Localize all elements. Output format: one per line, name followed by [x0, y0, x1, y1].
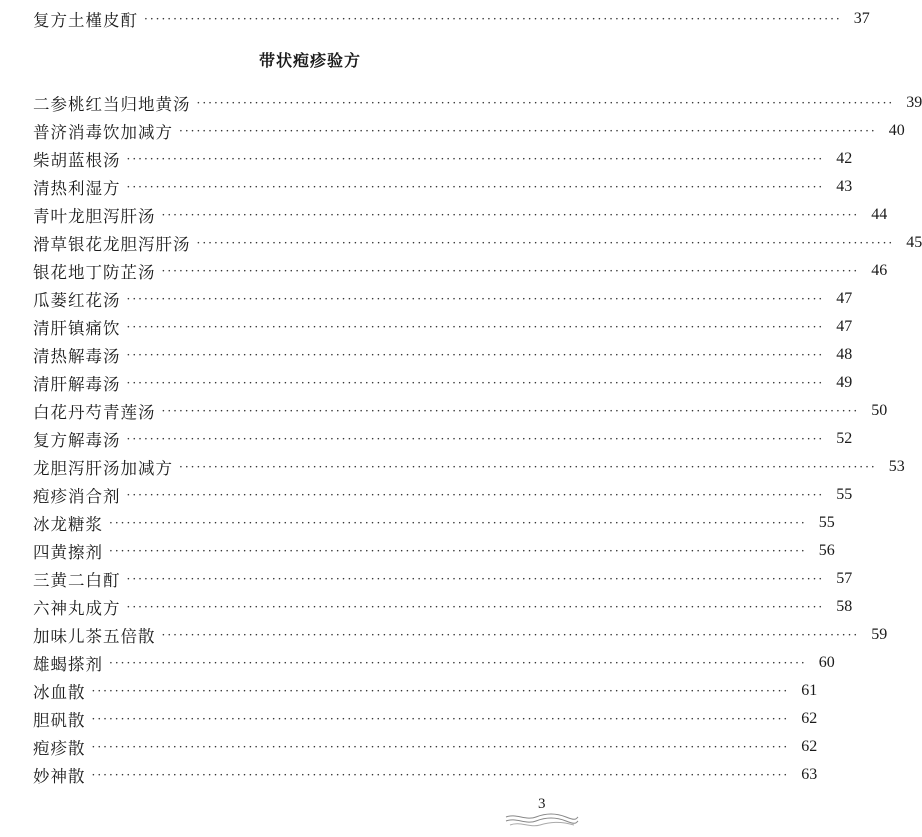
toc-entry[interactable] [33, 593, 853, 621]
toc-entry-title: 二参桃红当归地黄汤 [33, 95, 191, 114]
toc-entry-title: 白花丹芍青莲汤 [33, 403, 156, 422]
toc-entry[interactable] [33, 173, 853, 201]
toc-entry-page: 44 [871, 206, 888, 223]
dot-leader: ························································································································ [91, 740, 790, 754]
dot-leader: ························································································································ [109, 656, 807, 670]
toc-entry-title: 复方土槿皮酊 [33, 11, 138, 30]
toc-entry[interactable] [33, 369, 853, 397]
toc-entry-title: 清肝解毒汤 [33, 375, 121, 394]
toc-entry-title: 加味儿茶五倍散 [33, 627, 156, 646]
toc-entry[interactable] [33, 425, 853, 453]
dot-leader: ························································································································ [161, 628, 860, 642]
toc-entry[interactable] [33, 5, 870, 33]
toc-entry-title: 银花地丁防芷汤 [33, 263, 156, 282]
toc-entry-title: 瓜蒌红花汤 [33, 291, 121, 310]
toc-entry-page: 57 [836, 570, 853, 587]
toc-entry-page: 40 [888, 122, 905, 139]
toc-entry[interactable] [33, 733, 818, 761]
toc-entry-page: 37 [853, 10, 870, 27]
toc-entry-page: 49 [836, 374, 853, 391]
dot-leader: ························································································································ [161, 264, 860, 278]
toc-entry[interactable] [33, 537, 835, 565]
toc-entry-page: 61 [801, 682, 818, 699]
toc-entry-page: 48 [836, 346, 853, 363]
toc-entry-title: 三黄二白酊 [33, 571, 121, 590]
toc-entry-title: 复方解毒汤 [33, 431, 121, 450]
dot-leader: ························································································································ [126, 376, 825, 390]
toc-entry[interactable] [33, 565, 853, 593]
dot-leader: ························································································································ [126, 348, 825, 362]
page-number: 3 [538, 796, 546, 812]
toc-entry[interactable] [33, 257, 888, 285]
toc-entry-title: 胆矾散 [33, 711, 86, 730]
dot-leader: ························································································································ [196, 236, 895, 250]
dot-leader: ························································································································ [161, 208, 860, 222]
dot-leader: ························································································································ [196, 96, 895, 110]
toc-entry[interactable] [33, 145, 853, 173]
toc-entry[interactable] [33, 117, 905, 145]
toc-entry-page: 43 [836, 178, 853, 195]
toc-entry[interactable] [33, 453, 905, 481]
toc-entry-title: 龙胆泻肝汤加减方 [33, 459, 173, 478]
toc-entry-page: 60 [818, 654, 835, 671]
toc-entry[interactable] [33, 313, 853, 341]
dot-leader: ························································································································ [126, 432, 825, 446]
toc-entry-page: 59 [871, 626, 888, 643]
toc-entry-page: 47 [836, 318, 853, 335]
toc-entry-page: 52 [836, 430, 853, 447]
toc-entry[interactable] [33, 621, 888, 649]
toc-entry-page: 45 [906, 234, 922, 251]
toc-entry-page: 39 [906, 94, 922, 111]
toc-entry-title: 妙神散 [33, 767, 86, 786]
toc-entry-page: 53 [888, 458, 905, 475]
toc-entry-page: 46 [871, 262, 888, 279]
section-heading: 带状疱疹验方 [258, 51, 361, 70]
toc-entry[interactable] [33, 89, 922, 117]
toc-entry-page: 42 [836, 150, 853, 167]
toc-entry-title: 冰血散 [33, 683, 86, 702]
toc-entry-title: 青叶龙胆泻肝汤 [33, 207, 156, 226]
dot-leader: ························································································································ [179, 460, 877, 474]
toc-entry-title: 清热利湿方 [33, 179, 121, 198]
toc-entry-page: 62 [801, 710, 818, 727]
dot-leader: ························································································································ [161, 404, 860, 418]
dot-leader: ························································································································ [109, 544, 807, 558]
toc-entry-page: 55 [818, 514, 835, 531]
dot-leader: ························································································································ [126, 600, 825, 614]
toc-entry-title: 疱疹散 [33, 739, 86, 758]
dot-leader: ························································································································ [126, 152, 825, 166]
toc-entry[interactable] [33, 677, 818, 705]
toc-entry[interactable] [33, 341, 853, 369]
toc-entry-title: 疱疹消合剂 [33, 487, 121, 506]
dot-leader: ························································································································ [126, 292, 825, 306]
dot-leader: ························································································································ [109, 516, 807, 530]
toc-entry-title: 冰龙糖浆 [33, 515, 103, 534]
toc-entry[interactable] [33, 285, 853, 313]
toc-entry-title: 普济消毒饮加减方 [33, 123, 173, 142]
dot-leader: ························································································································ [91, 768, 790, 782]
toc-entry-title: 六神丸成方 [33, 599, 121, 618]
dot-leader: ························································································································ [126, 572, 825, 586]
dot-leader: ························································································································ [179, 124, 877, 138]
toc-entry-title: 清热解毒汤 [33, 347, 121, 366]
toc-entry[interactable] [33, 397, 888, 425]
toc-entry-title: 四黄擦剂 [33, 543, 103, 562]
toc-entry[interactable] [33, 761, 818, 789]
toc-entry-title: 柴胡蓝根汤 [33, 151, 121, 170]
toc-entry[interactable] [33, 229, 922, 257]
dot-leader: ························································································································ [91, 712, 790, 726]
toc-entry-page: 63 [801, 766, 818, 783]
toc-entry-title: 滑草银花龙胆泻肝汤 [33, 235, 191, 254]
dot-leader: ························································································································ [126, 488, 825, 502]
toc-entry-title: 清肝镇痛饮 [33, 319, 121, 338]
toc-entry[interactable] [33, 201, 888, 229]
toc-entry-title: 雄蝎搽剂 [33, 655, 103, 674]
toc-entry-page: 55 [836, 486, 853, 503]
dot-leader: ························································································································ [126, 320, 825, 334]
toc-entry[interactable] [33, 509, 835, 537]
toc-entry-page: 50 [871, 402, 888, 419]
toc-entry-page: 58 [836, 598, 853, 615]
wave-ornament-icon [504, 812, 580, 828]
toc-entry[interactable] [33, 649, 835, 677]
dot-leader: ························································································································ [91, 684, 790, 698]
toc-entry-page: 56 [818, 542, 835, 559]
dot-leader: ························································································································ [126, 180, 825, 194]
dot-leader: ························································································································ [144, 12, 842, 26]
toc-entry[interactable] [33, 481, 853, 509]
toc-entry-page: 62 [801, 738, 818, 755]
toc-entry[interactable] [33, 705, 818, 733]
toc-entry-page: 47 [836, 290, 853, 307]
